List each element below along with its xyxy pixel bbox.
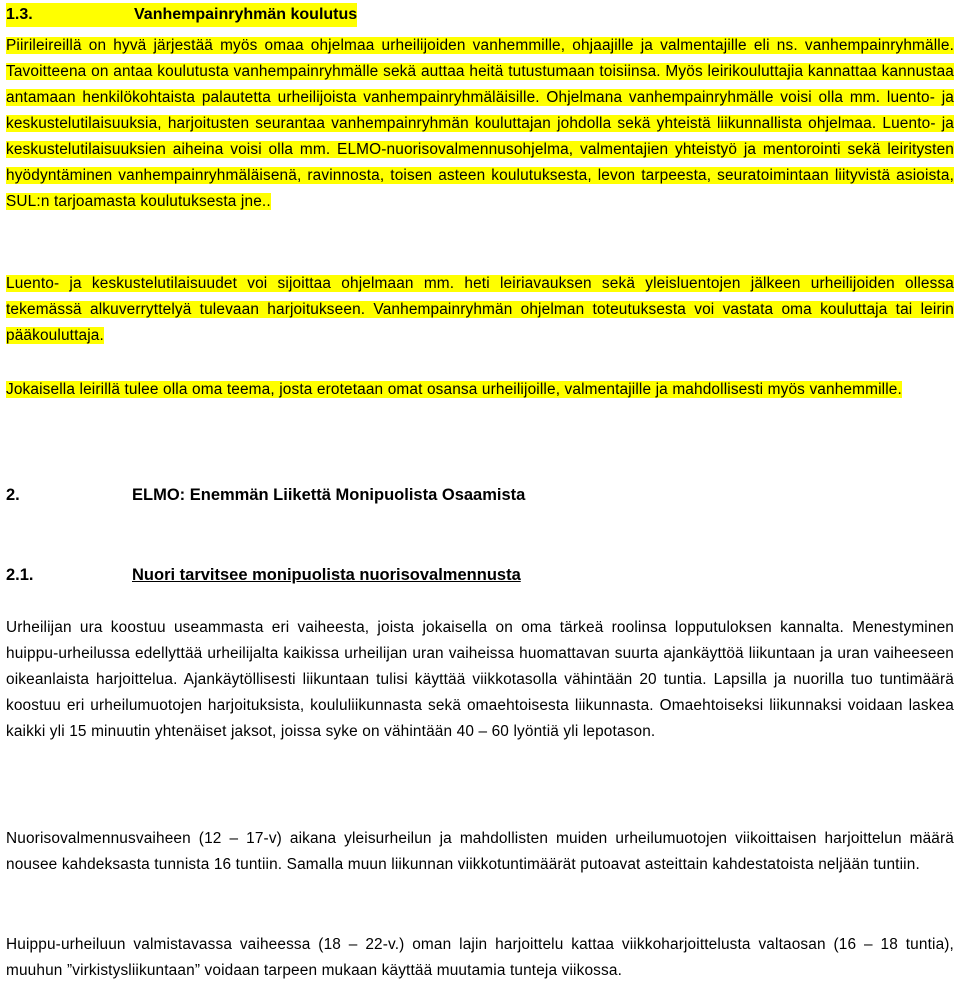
- section-number: 1.3.: [6, 6, 33, 23]
- section-1-3-heading: [6, 3, 954, 27]
- highlighted-text: Luento- ja keskustelutilaisuudet voi sijoittaa ohjelmaan mm. heti leiriavauksen sekä yleisluentojen jälkeen urheilijoiden ollessa tekemässä alkuverryttelyä tulevaan harjoitukseen. Vanhempainryhmän ohjelman toteutuksesta voi vastata oma kouluttaja tai leirin pääkouluttaja.: [6, 275, 954, 344]
- section-2-1-paragraph-2: Nuorisovalmennusvaiheen (12 – 17-v) aikana yleisurheilun ja mahdollisten muiden urheilumuotojen viikoittaisen harjoittelun määrä nousee kahdeksasta tunnista 16 tuntiin. Samalla muun liikunnan viikkotuntimäärät putoavat asteittain kahdestatoista neljään tuntiin.: [6, 830, 954, 873]
- section-1-3-paragraph-2: [6, 271, 954, 349]
- section-2-heading: [6, 483, 525, 507]
- section-title: Nuori tarvitsee monipuolista nuorisovalmennusta: [132, 566, 521, 584]
- highlighted-text: Piirileireillä on hyvä järjestää myös omaa ohjelmaa urheilijoiden vanhemmille, ohjaajille ja valmentajille eli ns. vanhempainryhmälle. Tavoitteena on antaa koulutusta vanhempainryhmälle sekä auttaa heitä tutustumaan toisiinsa. Myös leirikouluttajia kannattaa kannustaa antamaan henkilökohtaista palautetta urheilijoista vanhempainryhmäläisille. Ohjelmana vanhempainryhmälle voisi olla mm. luento- ja keskustelutilaisuuksia, harjoitusten seurantaa vanhempainryhmän kouluttajan johdolla sekä yhteistä liikunnallista ohjelmaa. Luento- ja keskustelutilaisuuksien aiheina voisi olla mm. ELMO-nuorisovalmennusohjelma, valmentajien yhteistyö ja mentorointi sekä leiritysten hyödyntäminen vanhempainryhmäläisenä, ravinnosta, toisen asteen koulutuksesta, levon tarpeesta, seuratoimintaan liityvistä asioista, SUL:n tarjoamasta koulutuksesta jne..: [6, 37, 954, 210]
- section-2-1-paragraph-1: Urheilijan ura koostuu useammasta eri vaiheesta, joista jokaisella on oma tärkeä roolinsa lopputuloksen kannalta. Menestyminen huippu-urheilussa edellyttää urheilijalta kaikissa urheilijan uran vaiheissa huomattavan suurta ajankäyttöä liikuntaan ja uran vaiheeseen oikeanlaista harjoittelua. Ajankäytöllisesti liikuntaan tulisi käyttää viikkotasolla vähintään 20 tuntia. Lapsilla ja nuorilla tuo tuntimäärä koostuu eri urheilumuotojen harjoituksista, koululiikunnasta sekä omaehtoisesta liikunnasta. Omaehtoiseksi liikunnaksi voidaan laskea kaikki yli 15 minuutin yhtenäiset jaksot, joissa syke on vähintään 40 – 60 lyöntiä yli lepotason.: [6, 619, 954, 740]
- section-1-3-paragraph-3: [6, 377, 954, 403]
- section-2-1-heading: [6, 563, 521, 587]
- section-2-1-paragraph-3: Huippu-urheiluun valmistavassa vaiheessa (18 – 22-v.) oman lajin harjoittelu kattaa viikkoharjoittelusta valtaosan (16 – 18 tuntia), muuhun ”virkistysliikuntaan” voidaan tarpeen mukaan käyttää muutamia tunteja viikossa.: [6, 936, 954, 979]
- section-title: Vanhempainryhmän koulutus: [134, 6, 358, 23]
- section-number: 2.: [6, 486, 20, 504]
- section-1-3-paragraph-1: [6, 33, 954, 215]
- section-number: 2.1.: [6, 566, 34, 584]
- highlighted-text: Jokaisella leirillä tulee olla oma teema, josta erotetaan omat osansa urheilijoille, valmentajille ja mahdollisesti myös vanhemmille.: [6, 381, 902, 398]
- section-title: ELMO: Enemmän Liikettä Monipuolista Osaamista: [132, 486, 526, 504]
